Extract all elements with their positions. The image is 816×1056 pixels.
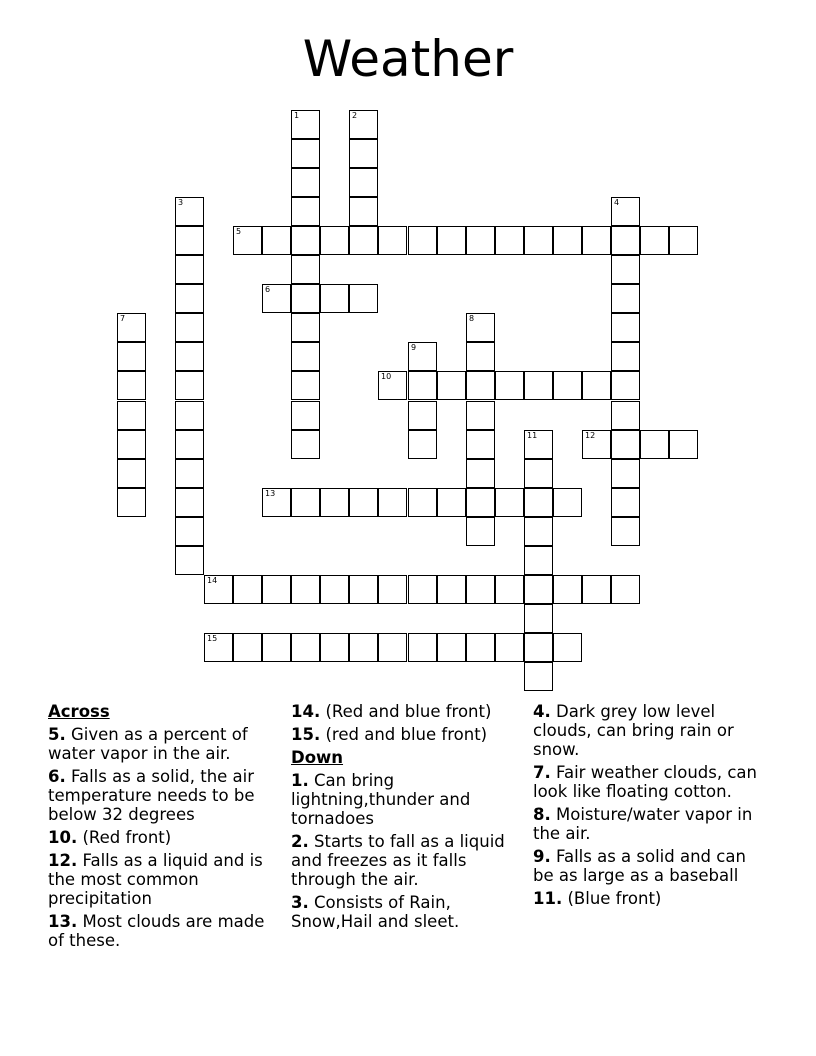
clue-text: Given as a percent of water vapor in the air.	[48, 725, 248, 763]
grid-cell[interactable]	[611, 313, 640, 342]
grid-cell[interactable]	[233, 575, 262, 604]
grid-cell[interactable]	[669, 226, 698, 255]
grid-cell[interactable]	[495, 371, 524, 400]
grid-cell[interactable]	[611, 575, 640, 604]
grid-cell[interactable]	[175, 284, 204, 313]
grid-cell[interactable]	[466, 459, 495, 488]
grid-cell[interactable]	[349, 488, 378, 517]
grid-cell[interactable]	[524, 604, 553, 633]
grid-cell[interactable]	[349, 110, 378, 139]
cell-number: 6	[265, 285, 271, 294]
grid-cell[interactable]	[204, 575, 233, 604]
grid-cell[interactable]	[320, 575, 349, 604]
cell-number: 1	[294, 111, 300, 120]
grid-cell[interactable]	[437, 633, 466, 662]
cell-number: 9	[411, 343, 417, 352]
clue-number: 12.	[48, 851, 78, 870]
grid-cell[interactable]	[320, 488, 349, 517]
puzzle-title: Weather	[302, 30, 514, 88]
grid-cell[interactable]	[466, 226, 495, 255]
grid-cell[interactable]	[408, 575, 437, 604]
clue-text: (Blue front)	[567, 889, 662, 908]
cell-number: 5	[236, 227, 242, 236]
grid-cell[interactable]	[349, 575, 378, 604]
grid-cell[interactable]	[437, 488, 466, 517]
grid-cell[interactable]	[437, 371, 466, 400]
grid-cell[interactable]	[553, 226, 582, 255]
grid-cell[interactable]	[175, 430, 204, 459]
grid-cell[interactable]	[582, 575, 611, 604]
clue-text: (Red and blue front)	[325, 702, 492, 721]
clue-text: Falls as a liquid and is the most common precipitation	[48, 851, 263, 908]
clue-down-7	[533, 763, 768, 801]
grid-cell[interactable]	[408, 488, 437, 517]
grid-cell[interactable]	[262, 284, 291, 313]
clue-down-9	[533, 847, 768, 885]
grid-cell[interactable]	[553, 488, 582, 517]
grid-cell[interactable]	[495, 488, 524, 517]
grid-cell[interactable]	[349, 284, 378, 313]
grid-cell[interactable]	[378, 575, 407, 604]
clue-number: 13.	[48, 912, 78, 931]
clue-text: Most clouds are made of these.	[48, 912, 265, 950]
clue-text: Starts to fall as a liquid and freezes as it falls through the air.	[291, 832, 505, 889]
clue-down-4	[533, 702, 768, 759]
grid-cell[interactable]	[320, 226, 349, 255]
clue-down-8	[533, 805, 768, 843]
grid-cell[interactable]	[466, 633, 495, 662]
grid-cell[interactable]	[524, 662, 553, 691]
grid-cell[interactable]	[291, 255, 320, 284]
grid-cell[interactable]	[611, 459, 640, 488]
grid-cell[interactable]	[349, 139, 378, 168]
grid-cell[interactable]	[611, 488, 640, 517]
clue-text: Dark grey low level clouds, can bring rain or snow.	[533, 702, 734, 759]
grid-cell[interactable]	[466, 517, 495, 546]
grid-cell[interactable]	[291, 284, 320, 313]
grid-cell[interactable]	[553, 371, 582, 400]
clue-number: 1.	[291, 771, 309, 790]
grid-cell[interactable]	[611, 226, 640, 255]
grid-cell[interactable]	[524, 575, 553, 604]
cell-number: 7	[120, 314, 126, 323]
grid-cell[interactable]	[175, 488, 204, 517]
grid-cell[interactable]	[175, 313, 204, 342]
grid-cell[interactable]	[117, 430, 146, 459]
grid-cell[interactable]	[524, 488, 553, 517]
clue-down-11	[533, 889, 768, 908]
clue-across-14	[291, 702, 523, 721]
grid-cell[interactable]	[524, 517, 553, 546]
down-heading: Down	[291, 748, 344, 767]
grid-cell[interactable]	[175, 226, 204, 255]
grid-cell[interactable]	[291, 371, 320, 400]
grid-cell[interactable]	[349, 197, 378, 226]
clue-number: 3.	[291, 893, 309, 912]
grid-cell[interactable]	[408, 633, 437, 662]
grid-cell[interactable]	[378, 226, 407, 255]
grid-cell[interactable]	[408, 401, 437, 430]
grid-cell[interactable]	[524, 459, 553, 488]
clue-text: Consists of Rain, Snow,Hail and sleet.	[291, 893, 460, 931]
grid-cell[interactable]	[524, 226, 553, 255]
grid-cell[interactable]	[175, 546, 204, 575]
grid-cell[interactable]	[437, 226, 466, 255]
clue-text: Falls as a solid, the air temperature needs to be below 32 degrees	[48, 767, 255, 824]
grid-cell[interactable]	[262, 633, 291, 662]
clue-text: (Red front)	[82, 828, 172, 847]
grid-cell[interactable]	[495, 226, 524, 255]
clue-number: 4.	[533, 702, 551, 721]
grid-cell[interactable]	[640, 226, 669, 255]
grid-cell[interactable]	[408, 226, 437, 255]
clue-number: 15.	[291, 725, 321, 744]
clue-across-5	[48, 725, 280, 763]
grid-cell[interactable]	[582, 226, 611, 255]
grid-cell[interactable]	[495, 633, 524, 662]
clue-number: 7.	[533, 763, 551, 782]
cell-number: 3	[178, 198, 184, 207]
clue-text: Fair weather clouds, can look like floating cotton.	[533, 763, 757, 801]
grid-cell[interactable]	[611, 401, 640, 430]
grid-cell[interactable]	[408, 342, 437, 371]
cell-number: 13	[265, 489, 276, 498]
cell-number: 12	[585, 431, 596, 440]
grid-cell[interactable]	[117, 488, 146, 517]
grid-cell[interactable]	[408, 371, 437, 400]
grid-cell[interactable]	[582, 430, 611, 459]
grid-cell[interactable]	[349, 168, 378, 197]
clue-down-1	[291, 771, 523, 828]
grid-cell[interactable]	[378, 371, 407, 400]
grid-cell[interactable]	[669, 430, 698, 459]
cell-number: 11	[527, 431, 538, 440]
clue-text: Falls as a solid and can be as large as a baseball	[533, 847, 746, 885]
cell-number: 2	[352, 111, 358, 120]
clue-across-10	[48, 828, 280, 847]
grid-cell[interactable]	[291, 342, 320, 371]
grid-cell[interactable]	[524, 430, 553, 459]
grid-cell[interactable]	[262, 488, 291, 517]
grid-cell[interactable]	[349, 633, 378, 662]
grid-cell[interactable]	[611, 371, 640, 400]
grid-cell[interactable]	[117, 313, 146, 342]
clue-column-2	[291, 702, 523, 935]
grid-cell[interactable]	[466, 488, 495, 517]
grid-cell[interactable]	[437, 575, 466, 604]
grid-cell[interactable]	[611, 284, 640, 313]
grid-cell[interactable]	[466, 430, 495, 459]
grid-cell[interactable]	[553, 575, 582, 604]
grid-cell[interactable]	[582, 371, 611, 400]
grid-cell[interactable]	[175, 371, 204, 400]
grid-cell[interactable]	[611, 197, 640, 226]
grid-cell[interactable]	[175, 517, 204, 546]
grid-cell[interactable]	[378, 633, 407, 662]
grid-cell[interactable]	[495, 575, 524, 604]
clue-text: Can bring lightning,thunder and tornadoes	[291, 771, 471, 828]
clue-across-6	[48, 767, 280, 824]
grid-cell[interactable]	[378, 488, 407, 517]
grid-cell[interactable]	[466, 313, 495, 342]
clue-number: 5.	[48, 725, 66, 744]
cell-number: 15	[207, 634, 218, 643]
clue-number: 8.	[533, 805, 551, 824]
grid-cell[interactable]	[611, 342, 640, 371]
clue-number: 2.	[291, 832, 309, 851]
grid-cell[interactable]	[524, 546, 553, 575]
grid-cell[interactable]	[175, 197, 204, 226]
grid-cell[interactable]	[291, 633, 320, 662]
grid-cell[interactable]	[291, 226, 320, 255]
clue-number: 9.	[533, 847, 551, 866]
clue-number: 14.	[291, 702, 321, 721]
clue-across-13	[48, 912, 280, 950]
grid-cell[interactable]	[117, 371, 146, 400]
grid-cell[interactable]	[320, 284, 349, 313]
grid-cell[interactable]	[408, 430, 437, 459]
clue-down-2	[291, 832, 523, 889]
clue-text: Moisture/water vapor in the air.	[533, 805, 753, 843]
grid-cell[interactable]	[611, 430, 640, 459]
across-heading: Across	[48, 702, 110, 721]
grid-cell[interactable]	[524, 371, 553, 400]
grid-cell[interactable]	[611, 517, 640, 546]
clue-down-3	[291, 893, 523, 931]
grid-cell[interactable]	[175, 342, 204, 371]
clue-number: 11.	[533, 889, 563, 908]
cell-number: 10	[381, 372, 392, 381]
cell-number: 4	[614, 198, 620, 207]
grid-cell[interactable]	[553, 633, 582, 662]
grid-cell[interactable]	[291, 139, 320, 168]
clue-across-15	[291, 725, 523, 744]
grid-cell[interactable]	[291, 575, 320, 604]
grid-cell[interactable]	[349, 226, 378, 255]
grid-cell[interactable]	[291, 110, 320, 139]
grid-cell[interactable]	[175, 255, 204, 284]
clue-column-1	[48, 702, 280, 954]
grid-cell[interactable]	[117, 342, 146, 371]
grid-cell[interactable]	[611, 255, 640, 284]
grid-cell[interactable]	[291, 401, 320, 430]
grid-cell[interactable]	[291, 313, 320, 342]
grid-cell[interactable]	[262, 226, 291, 255]
clue-number: 10.	[48, 828, 78, 847]
grid-cell[interactable]	[524, 633, 553, 662]
grid-cell[interactable]	[262, 575, 291, 604]
grid-cell[interactable]	[233, 633, 262, 662]
grid-cell[interactable]	[291, 488, 320, 517]
clue-column-3	[533, 702, 768, 912]
grid-cell[interactable]	[466, 342, 495, 371]
cell-number: 14	[207, 576, 218, 585]
grid-cell[interactable]	[320, 633, 349, 662]
grid-cell[interactable]	[204, 633, 233, 662]
grid-cell[interactable]	[291, 168, 320, 197]
grid-cell[interactable]	[291, 430, 320, 459]
grid-cell[interactable]	[466, 371, 495, 400]
grid-cell[interactable]	[117, 401, 146, 430]
grid-cell[interactable]	[175, 459, 204, 488]
grid-cell[interactable]	[117, 459, 146, 488]
cell-number: 8	[469, 314, 475, 323]
clue-across-12	[48, 851, 280, 908]
grid-cell[interactable]	[233, 226, 262, 255]
clue-text: (red and blue front)	[325, 725, 488, 744]
grid-cell[interactable]	[640, 430, 669, 459]
grid-cell[interactable]	[291, 197, 320, 226]
grid-cell[interactable]	[466, 575, 495, 604]
grid-cell[interactable]	[175, 401, 204, 430]
clue-number: 6.	[48, 767, 66, 786]
grid-cell[interactable]	[466, 401, 495, 430]
